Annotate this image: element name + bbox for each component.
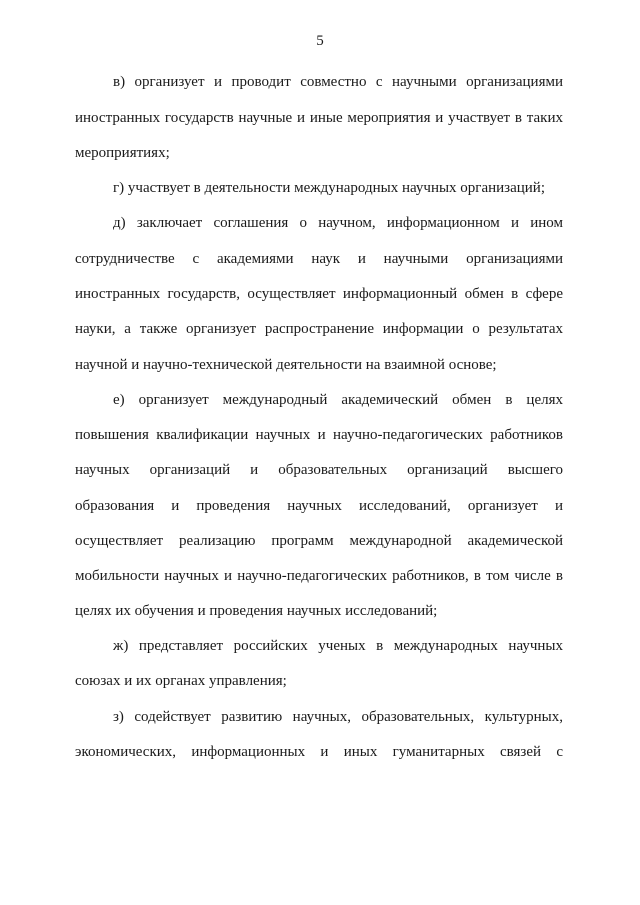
text-line: целях их обучения и проведения научных исследований; bbox=[75, 603, 438, 619]
page-number: 5 bbox=[316, 33, 324, 49]
text-line: союзах и их органах управления; bbox=[75, 673, 287, 689]
text-line: г) участвует в деятельности международных научных организаций; bbox=[113, 180, 546, 196]
text-line: мобильности научных и научно-педагогических работников, в том числе в bbox=[75, 568, 563, 584]
text-line: сотрудничестве с академиями наук и научными организациями bbox=[75, 251, 563, 267]
text-line: образования и проведения научных исследований, организует и bbox=[75, 498, 563, 514]
text-line: д) заключает соглашения о научном, информационном и ином bbox=[113, 215, 563, 231]
text-line: научных организаций и образовательных организаций высшего bbox=[75, 462, 563, 478]
text-line: осуществляет реализацию программ международной академической bbox=[75, 533, 563, 549]
text-line: науки, а также организует распространение информации о результатах bbox=[75, 321, 563, 337]
text-line: в) организует и проводит совместно с научными организациями bbox=[113, 74, 563, 90]
text-line: з) содействует развитию научных, образовательных, культурных, bbox=[113, 709, 563, 725]
text-line: иностранных государств научные и иные мероприятия и участвует в таких bbox=[75, 110, 563, 126]
text-line: экономических, информационных и иных гуманитарных связей с bbox=[75, 744, 563, 760]
text-line: повышения квалификации научных и научно-педагогических работников bbox=[75, 427, 563, 443]
text-line: ж) представляет российских ученых в международных научных bbox=[113, 638, 563, 654]
text-line: е) организует международный академический обмен в целях bbox=[113, 392, 563, 408]
text-line: мероприятиях; bbox=[75, 145, 170, 161]
text-line: научной и научно-технической деятельности на взаимной основе; bbox=[75, 357, 497, 373]
text-line: иностранных государств, осуществляет информационный обмен в сфере bbox=[75, 286, 563, 302]
